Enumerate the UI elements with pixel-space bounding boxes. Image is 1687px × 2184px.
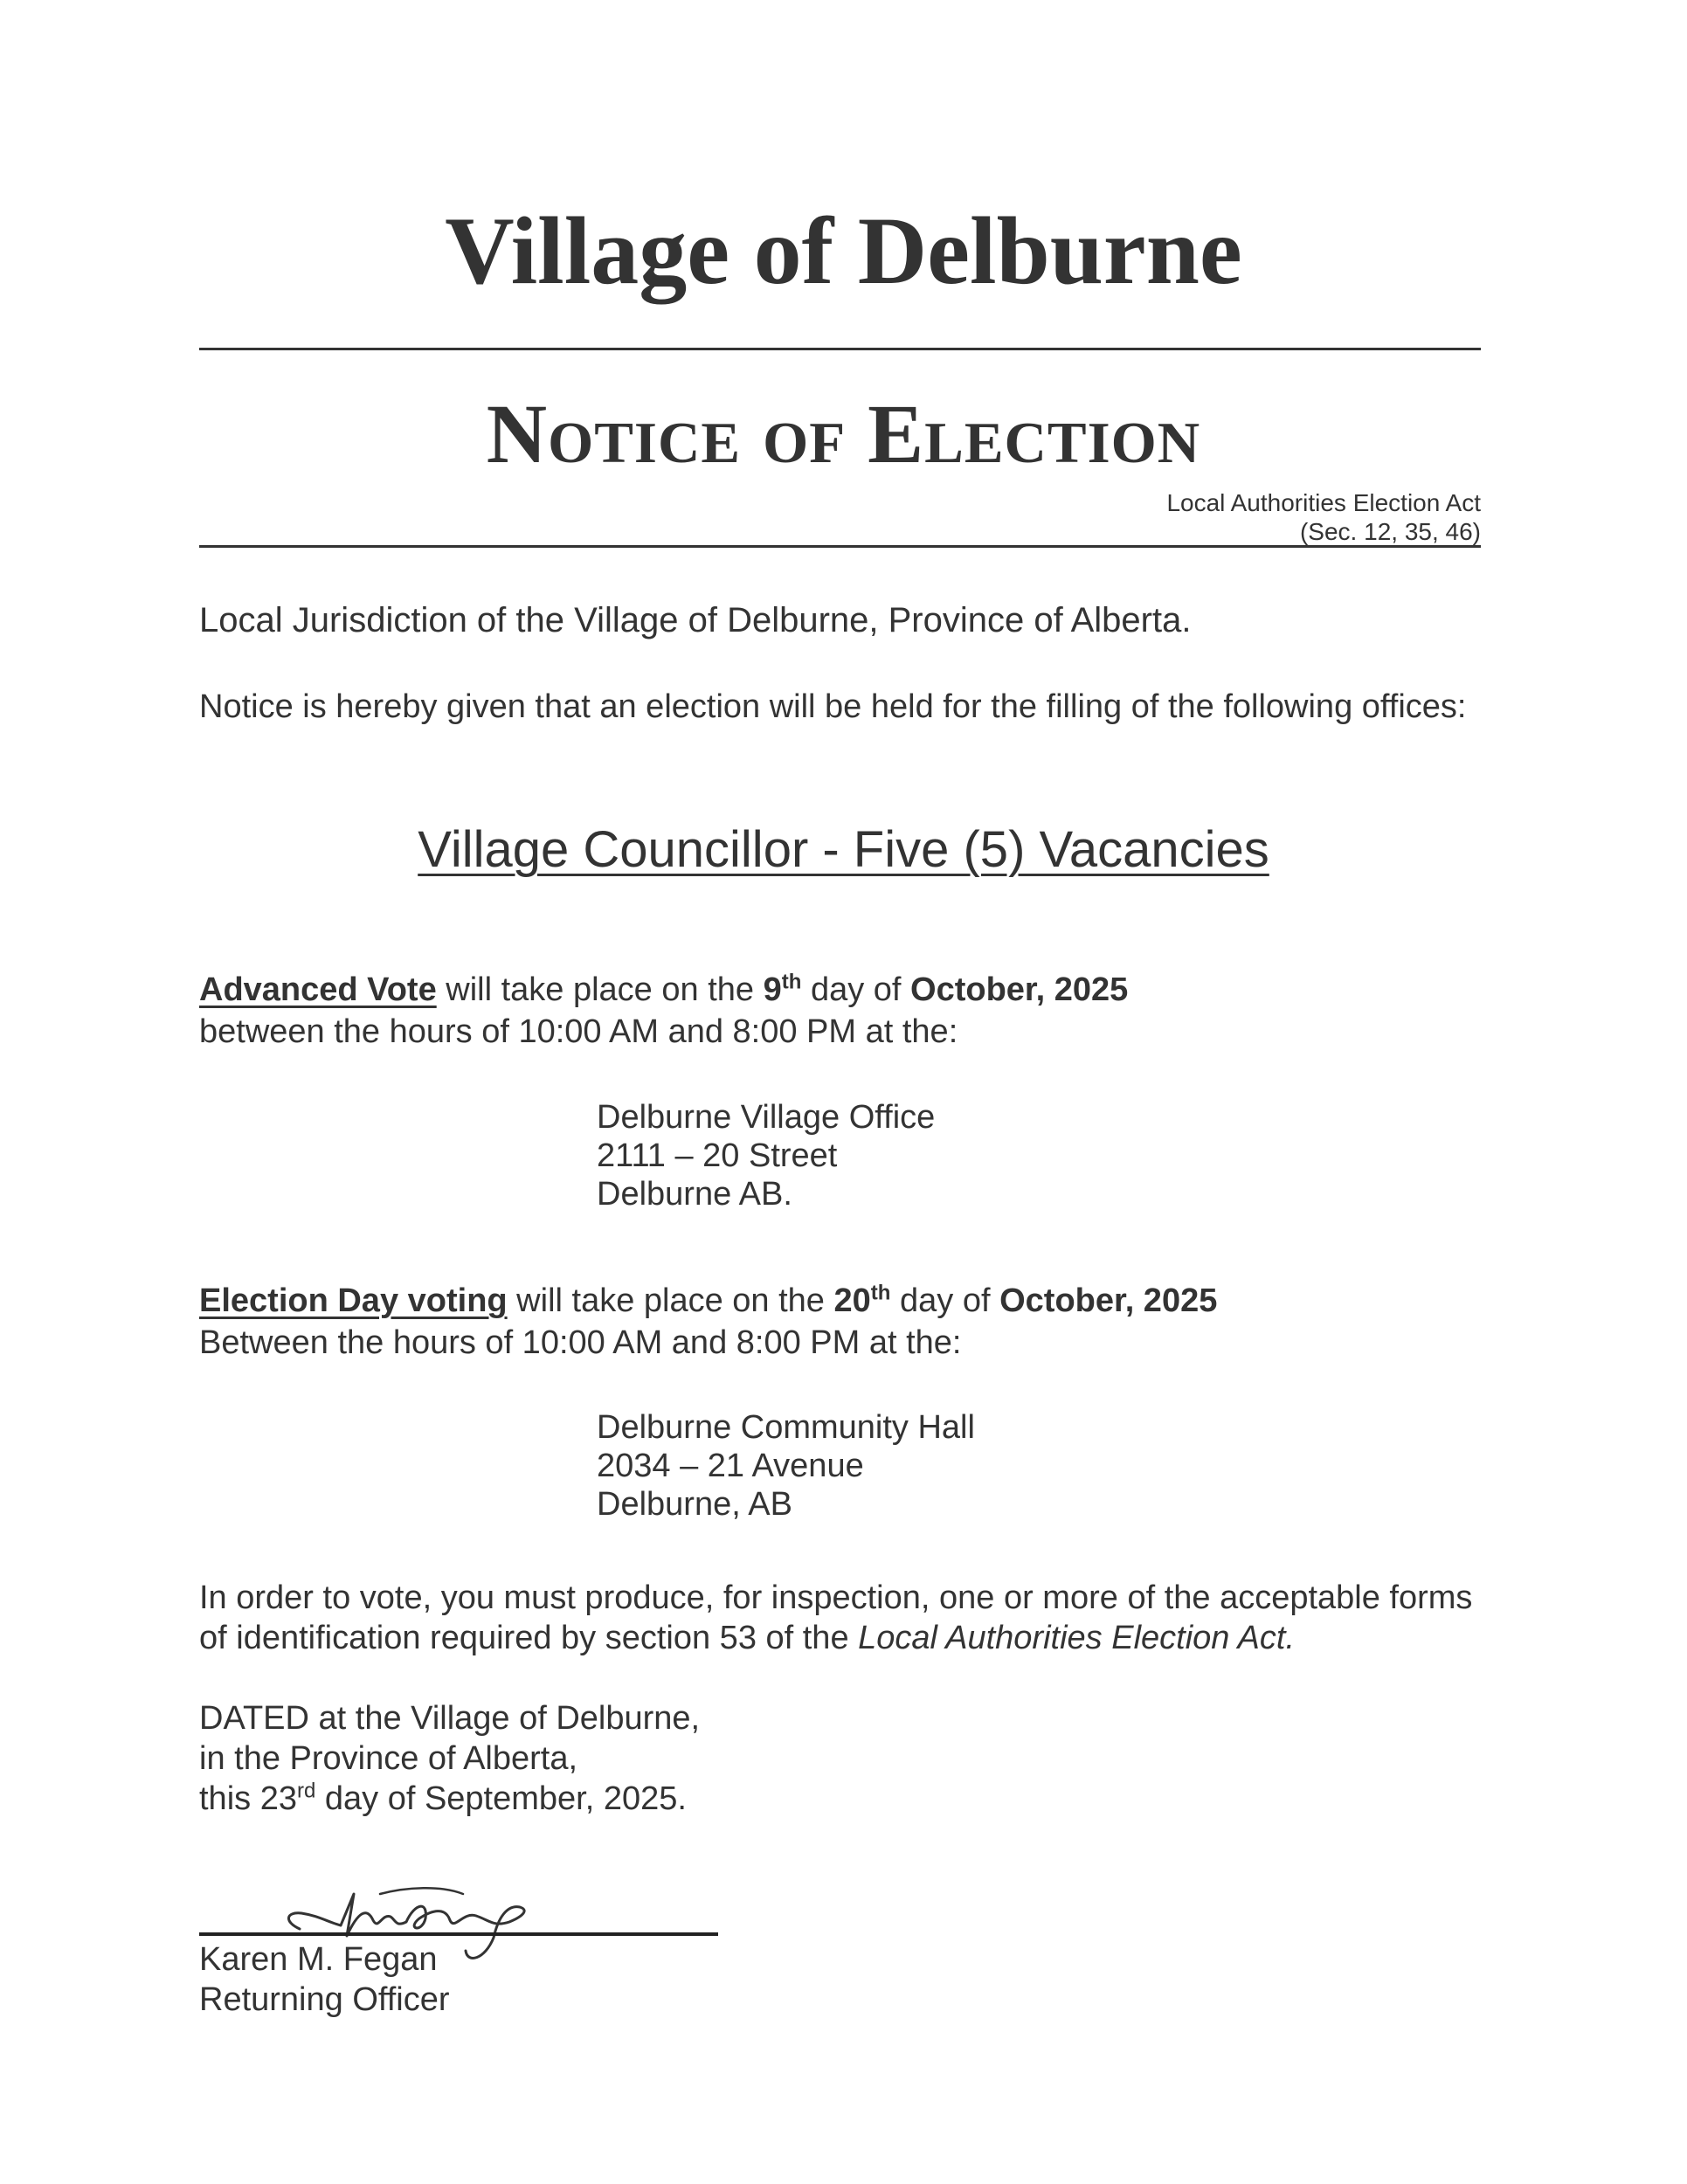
act-name: Local Authorities Election Act: [1166, 489, 1481, 516]
header-divider: [199, 545, 1481, 548]
election-day-label: Election Day voting: [199, 1282, 508, 1319]
identification-act-name: Local Authorities Election Act.: [858, 1620, 1296, 1656]
advanced-vote-hours: between the hours of 10:00 AM and 8:00 PM at the:: [199, 1013, 958, 1050]
dated-line3: [199, 1779, 1481, 1819]
signatory-block: [199, 1939, 1481, 2020]
election-day-day: 20: [833, 1282, 871, 1319]
dated-line3-suffix: rd: [296, 1779, 316, 1803]
dated-block: [199, 1698, 1481, 1819]
election-day-address-line1: Delburne Community Hall: [597, 1409, 975, 1446]
election-day-text-b: day of: [890, 1282, 1000, 1319]
dated-line1: DATED at the Village of Delburne,: [199, 1700, 701, 1737]
dated-line3-a: this 23: [199, 1780, 297, 1817]
jurisdiction-text: Local Jurisdiction of the Village of Delburne, Province of Alberta.: [199, 601, 1192, 639]
signatory-role: Returning Officer: [199, 1981, 450, 2018]
identification-text: [199, 1578, 1481, 1658]
election-day-address-line3: Delburne, AB: [597, 1486, 792, 1523]
election-day-hours: Between the hours of 10:00 AM and 8:00 PM at the:: [199, 1324, 962, 1361]
village-title: Village of Delburne: [445, 197, 1242, 304]
advanced-vote-label: Advanced Vote: [199, 971, 437, 1008]
signature-line: [199, 1932, 718, 1936]
act-reference: [1166, 491, 1481, 544]
advanced-vote-day-suffix: th: [781, 970, 802, 994]
advanced-vote-address: [597, 1098, 935, 1213]
advanced-vote-text: will take place on the: [436, 971, 764, 1008]
advanced-vote-day: 9: [763, 971, 782, 1008]
office-heading: Village Councillor - Five (5) Vacancies: [418, 821, 1269, 878]
election-day-text: will take place on the: [507, 1282, 834, 1319]
election-day-address-line2: 2034 – 21 Avenue: [597, 1448, 864, 1484]
advanced-vote-line: [199, 970, 1481, 1010]
election-day-address: [597, 1408, 975, 1524]
identification-body: In order to vote, you must produce, for inspection, one or more of the acceptable forms of identification required by section 53 of the: [199, 1579, 1473, 1656]
title-divider: [199, 348, 1481, 350]
election-day-month: October, 2025: [999, 1282, 1218, 1319]
act-sections: (Sec. 12, 35, 46): [1299, 518, 1481, 545]
advanced-vote-address-line3: Delburne AB.: [597, 1176, 792, 1213]
signatory-name: Karen M. Fegan: [199, 1941, 438, 1978]
notice-text: Notice is hereby given that an election will be held for the filling of the following offices:: [199, 688, 1467, 725]
dated-line3-b: day of September, 2025.: [315, 1780, 687, 1817]
dated-line2: in the Province of Alberta,: [199, 1740, 578, 1777]
advanced-vote-address-line2: 2111 – 20 Street: [597, 1137, 838, 1174]
advanced-vote-address-line1: Delburne Village Office: [597, 1099, 936, 1136]
election-day-line: [199, 1281, 1481, 1321]
advanced-vote-month: October, 2025: [910, 971, 1129, 1008]
notice-title: Notice of Election: [486, 387, 1201, 480]
election-day-day-suffix: th: [870, 1281, 891, 1305]
advanced-vote-text-b: day of: [801, 971, 911, 1008]
